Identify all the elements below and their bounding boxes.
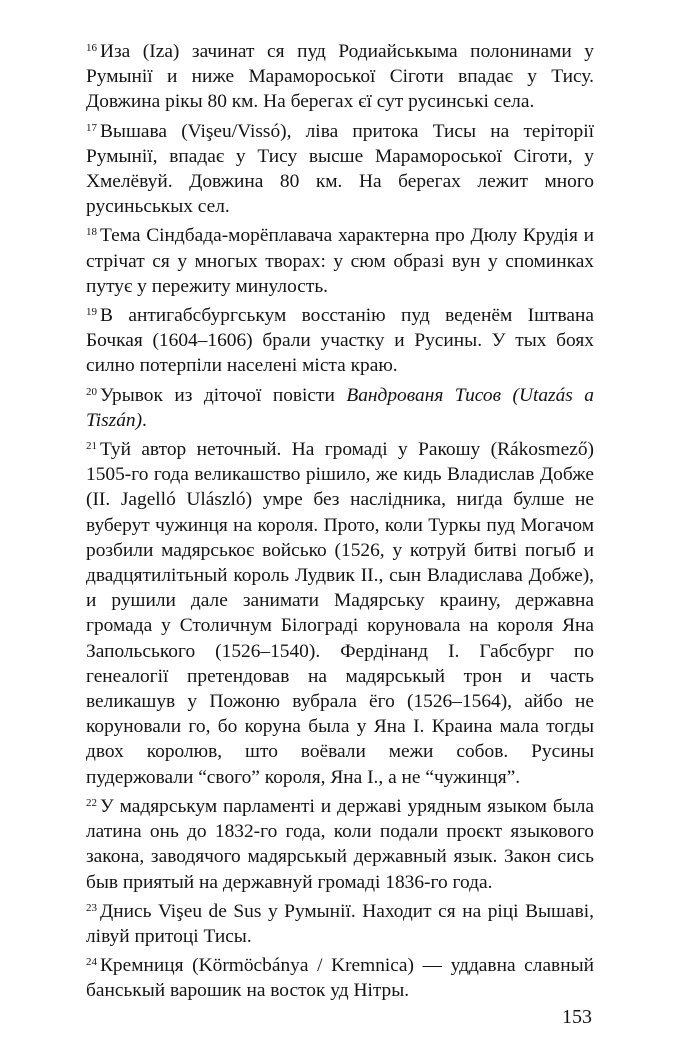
footnote-number: 17	[86, 121, 97, 134]
footnote-text: Кремниця (Körmöcbánya / Kremnica) — уддавна славный банськый варошик на восток уд Нітры.	[86, 955, 594, 1002]
footnote-text: Туй автор неточный. На громаді у Ракошу (Rákosmező) 1505-го года великашство рішило, же кидь Владислав Добже (II. Jagelló Ulászló) умре без наслідника, ниґда булше не вуберут чужинця на короля. Прото, коли Туркы пуд Могачом розбили мадярськоє войсько (1526, у котруй битві погыб и двадцятилітьный король Лудвик II., сын Владислава Добже), и рушили дале занимати Мадярську краину, державна громада у Столичнум Білограді коруновала на короля Яна Запольського (1526–1540). Фердінанд I. Габсбург по генеалогії претендовав на мадярськый трон и часть великашув у Пожоню вубрала ёго (1526–1564), айбо не коруновали го, бо коруна была у Яна I. Краина мала тогды двох королюв, што воёвали межи собов. Русины пудержовали “свого” короля, Яна I., а не “чужинця”.	[86, 439, 594, 788]
footnote-number: 24	[86, 956, 97, 969]
footnote-text: Вышава (Vişeu/Vissó), ліва притока Тисы на теріторії Румынії, впадає у Тису высше Марамороської Сіготи, у Хмелёвуй. Довжина 80 км. На берегах лежит много русиньськых сел.	[86, 120, 594, 218]
footnote-italic-title: Вандрованя Тисов (Utazás a Tiszán)	[86, 384, 594, 431]
footnote-text: .	[142, 409, 147, 431]
footnote-21	[86, 434, 594, 790]
footnote-24	[86, 950, 594, 1003]
footnote-number: 19	[86, 306, 97, 319]
footnote-text: У мадярськум парламенті и державі урядным языком была латина онь до 1832-го года, коли подали проєкт языкового закона, заводячого мадярськый державный язык. Закон сись быв приятый на державнуй громаді 1836-го года.	[86, 795, 594, 893]
footnote-18	[86, 220, 594, 299]
footnote-number: 23	[86, 901, 97, 914]
footnote-23	[86, 896, 594, 949]
footnote-17	[86, 116, 594, 220]
footnote-text: Иза (Iza) зачинат ся пуд Родиайськыма полонинами у Румынії и ниже Марамороської Сіготи впадає у Тису. Довжина рікы 80 км. На берегах єї сут русинські села.	[86, 41, 594, 113]
footnote-text: Урывок из діточої повісти	[100, 384, 347, 406]
footnote-number: 16	[86, 42, 97, 54]
page-number: 153	[562, 1006, 592, 1028]
footnote-number: 18	[86, 226, 97, 239]
footnote-number: 21	[86, 440, 97, 453]
footnote-text: В антигабсбургськум восстанію пуд веденём Іштвана Бочкая (1604–1606) брали участку и Русины. У тых боях силно потерпіли населені міста краю.	[86, 305, 594, 377]
footnote-text: Тема Сіндбада-морёплавача характерна про Дюлу Крудія и стрічат ся у многых творах: у сюм образі вун у споминках путує у пережиту минулость.	[86, 225, 594, 297]
footnotes-list	[86, 36, 594, 1005]
footnote-22	[86, 791, 594, 895]
footnote-number: 20	[86, 385, 97, 398]
footnote-number: 22	[86, 796, 97, 809]
footnote-text: Днись Vişeu de Sus у Румынії. Находит ся на ріці Вышаві, лівуй притоці Тисы.	[86, 900, 594, 947]
footnote-20	[86, 380, 594, 433]
footnote-16	[86, 36, 594, 115]
footnote-19	[86, 300, 594, 379]
